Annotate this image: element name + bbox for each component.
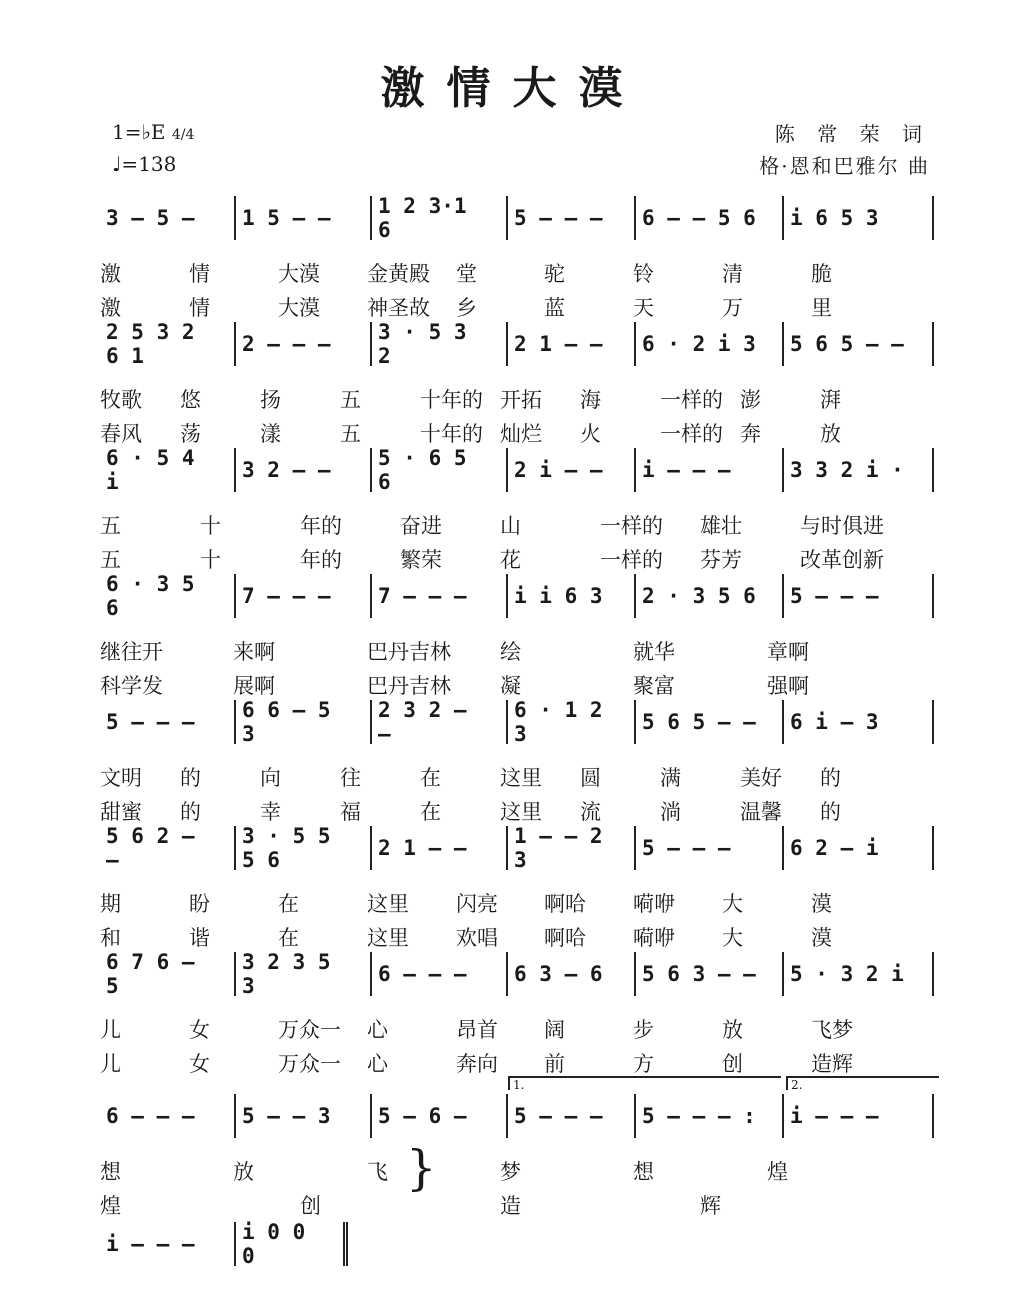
lyric-syllable: 想	[633, 1160, 654, 1184]
volta-first-ending: 1.	[508, 1076, 781, 1090]
score-system	[100, 196, 940, 324]
lyric-syllable: 谐	[189, 926, 210, 950]
lyric-syllable: 文明	[100, 766, 142, 790]
measure: 6 · 3 5 6	[100, 574, 236, 618]
lyric-syllable: 十	[200, 514, 221, 538]
lyric-syllable: 前	[544, 1052, 565, 1076]
lyric-syllable: 章啊	[767, 640, 809, 664]
measure-row	[100, 952, 940, 996]
lyric-syllable: 澎	[740, 388, 761, 412]
lyric-syllable: 放	[820, 422, 841, 446]
lyric-syllable: 在	[420, 800, 441, 824]
measure: 6 · 2 i 3	[636, 322, 784, 366]
lyric-syllable: 芬芳	[700, 548, 742, 572]
lyric-syllable: 情	[189, 296, 210, 320]
lyric-syllable: 改革创新	[800, 548, 884, 572]
lyric-syllable: 铃	[633, 262, 654, 286]
lyric-line-2	[100, 1190, 940, 1222]
lyric-syllable: 这里	[367, 892, 409, 916]
measure: i i 6 3	[508, 574, 636, 618]
lyric-syllable: 来啊	[233, 640, 275, 664]
lyric-syllable: 科学发	[100, 674, 163, 698]
score-system	[100, 448, 940, 576]
lyric-syllable: 大	[722, 892, 743, 916]
lyric-syllable: 脆	[811, 262, 832, 286]
measure: 5 – 6 –	[372, 1094, 508, 1138]
lyric-syllable: 满	[660, 766, 681, 790]
score-system	[100, 952, 940, 1080]
lyric-syllable: 漾	[260, 422, 281, 446]
measure: 5 6 5 – –	[636, 700, 784, 744]
lyric-syllable: 辉	[700, 1194, 721, 1218]
measure: 5 6 2 – –	[100, 826, 236, 870]
lyric-syllable: 的	[180, 766, 201, 790]
measure: 6 3 – 6	[508, 952, 636, 996]
measure: 6 – – 5 6	[636, 196, 784, 240]
lyric-line-1	[100, 1014, 940, 1046]
measure: 6 7 6 – 5	[100, 952, 236, 996]
lyric-syllable: 向	[260, 766, 281, 790]
lyric-syllable: 一样的	[660, 422, 723, 446]
measure: 3 · 5 5 5 6	[236, 826, 372, 870]
lyric-syllable: 花	[500, 548, 521, 572]
measure: 5 – – – :	[636, 1094, 784, 1138]
lyric-syllable: 漠	[811, 926, 832, 950]
lyric-syllable: 福	[340, 800, 361, 824]
lyric-line-1	[100, 510, 940, 542]
lyric-syllable: 情	[189, 262, 210, 286]
score-system	[100, 322, 940, 450]
lyric-syllable: 奔向	[456, 1052, 498, 1076]
measure: 6 · 5 4 i	[100, 448, 236, 492]
lyric-syllable: 创	[722, 1052, 743, 1076]
lyric-syllable: 灿烂	[500, 422, 542, 446]
lyric-syllable: 心	[367, 1018, 388, 1042]
lyric-syllable: 里	[811, 296, 832, 320]
lyric-syllable: 万众一	[278, 1052, 341, 1076]
lyric-syllable: 神圣故	[367, 296, 430, 320]
lyric-line-2	[100, 292, 940, 324]
lyric-syllable: 巴丹吉林	[367, 674, 451, 698]
lyric-syllable: 盼	[189, 892, 210, 916]
lyric-syllable: 十	[200, 548, 221, 572]
lyric-syllable: 一样的	[600, 548, 663, 572]
lyric-syllable: 万	[722, 296, 743, 320]
lyric-syllable: 绘	[500, 640, 521, 664]
lyric-syllable: 十年的	[420, 422, 483, 446]
measure: 2 1 – –	[508, 322, 636, 366]
measure: 3 2 – –	[236, 448, 372, 492]
lyric-syllable: 这里	[500, 766, 542, 790]
lyric-syllable: 放	[722, 1018, 743, 1042]
measure-row	[100, 574, 940, 618]
lyric-syllable: 五	[100, 548, 121, 572]
lyric-syllable: 与时俱进	[800, 514, 884, 538]
lyric-syllable: 牧歌	[100, 388, 142, 412]
lyric-syllable: 强啊	[767, 674, 809, 698]
measure-row	[100, 322, 940, 366]
measure: 5 – – –	[784, 574, 934, 618]
measure: 5 6 5 – –	[784, 322, 934, 366]
lyric-syllable: 和	[100, 926, 121, 950]
measure: 5 – – –	[508, 196, 636, 240]
measure: i 6 5 3	[784, 196, 934, 240]
lyric-syllable: 想	[100, 1160, 121, 1184]
lyric-syllable: 悠	[180, 388, 201, 412]
lyric-syllable: 大漠	[278, 262, 320, 286]
score-system	[100, 574, 940, 702]
lyric-syllable: 的	[820, 800, 841, 824]
lyric-syllable: 在	[420, 766, 441, 790]
lyric-syllable: 淌	[660, 800, 681, 824]
measure-row	[100, 196, 940, 240]
lyric-syllable: 啊哈	[544, 892, 586, 916]
lyric-line-1	[100, 762, 940, 794]
lyric-syllable: 大	[722, 926, 743, 950]
lyric-syllable: 天	[633, 296, 654, 320]
lyric-syllable: 煌	[767, 1160, 788, 1184]
lyric-syllable: 五	[340, 388, 361, 412]
lyric-syllable: 飞	[367, 1160, 388, 1184]
lyric-syllable: 甜蜜	[100, 800, 142, 824]
lyric-syllable: 方	[633, 1052, 654, 1076]
measure: 6 2 – i	[784, 826, 934, 870]
measure: 6 – – –	[100, 1094, 236, 1138]
measure: 3 – 5 –	[100, 196, 236, 240]
lyric-syllable: 一样的	[660, 388, 723, 412]
lyric-syllable: 心	[367, 1052, 388, 1076]
lyric-syllable: 乡	[456, 296, 477, 320]
measure: 5 – – 3	[236, 1094, 372, 1138]
lyric-syllable: 煌	[100, 1194, 121, 1218]
measure: 5 6 3 – –	[636, 952, 784, 996]
measure: 2 1 – –	[372, 826, 508, 870]
lyric-syllable: 的	[180, 800, 201, 824]
lyric-syllable: 女	[189, 1018, 210, 1042]
volta-second-ending: 2.	[786, 1076, 939, 1090]
score-system	[100, 1078, 940, 1222]
lyric-syllable: 一样的	[600, 514, 663, 538]
lyric-line-2	[100, 544, 940, 576]
time-signature: 4/4	[171, 127, 195, 143]
lyric-line-2	[100, 418, 940, 450]
lyric-syllable: 放	[233, 1160, 254, 1184]
lyric-brace: }	[406, 1140, 437, 1196]
measure: 1 – – 2 3	[508, 826, 636, 870]
lyric-syllable: 的	[820, 766, 841, 790]
measure-row	[100, 1222, 940, 1266]
measure: 1 2 3·1 6	[372, 196, 508, 240]
measure: 2 5 3 2 6 1	[100, 322, 236, 366]
measure: i – – –	[784, 1094, 934, 1138]
lyric-syllable: 海	[580, 388, 601, 412]
lyric-syllable: 嗬咿	[633, 926, 675, 950]
lyric-syllable: 荡	[180, 422, 201, 446]
lyric-syllable: 湃	[820, 388, 841, 412]
lyric-syllable: 圆	[580, 766, 601, 790]
lyric-syllable: 凝	[500, 674, 521, 698]
lyric-syllable: 十年的	[420, 388, 483, 412]
measure: 5 – – –	[100, 700, 236, 744]
measure-row	[100, 1094, 940, 1138]
lyric-syllable: 温馨	[740, 800, 782, 824]
lyric-syllable: 闪亮	[456, 892, 498, 916]
measure: 5 – – –	[508, 1094, 636, 1138]
score-system	[100, 700, 940, 828]
lyric-syllable: 幸	[260, 800, 281, 824]
lyric-syllable: 漠	[811, 892, 832, 916]
lyric-syllable: 造辉	[811, 1052, 853, 1076]
lyric-syllable: 山	[500, 514, 521, 538]
score-system	[100, 1222, 940, 1266]
lyric-syllable: 堂	[456, 262, 477, 286]
lyric-syllable: 步	[633, 1018, 654, 1042]
measure: 5 · 3 2 i	[784, 952, 934, 996]
measure: 6 i – 3	[784, 700, 934, 744]
measure: 3 · 5 3 2	[372, 322, 508, 366]
lyric-syllable: 儿	[100, 1052, 121, 1076]
lyric-syllable: 展啊	[233, 674, 275, 698]
lyric-syllable: 奔	[740, 422, 761, 446]
lyric-syllable: 五	[340, 422, 361, 446]
lyric-line-1	[100, 258, 940, 290]
lyric-syllable: 年的	[300, 514, 342, 538]
lyric-syllable: 期	[100, 892, 121, 916]
lyric-syllable: 创	[300, 1194, 321, 1218]
measure: 3 2 3 5 3	[236, 952, 372, 996]
measure: 5 · 6 5 6	[372, 448, 508, 492]
lyric-syllable: 嗬咿	[633, 892, 675, 916]
lyric-line-1	[100, 636, 940, 668]
lyric-syllable: 蓝	[544, 296, 565, 320]
lyric-syllable: 这里	[367, 926, 409, 950]
measure: 1 5 – –	[236, 196, 372, 240]
lyric-syllable: 造	[500, 1194, 521, 1218]
measure: i – – –	[636, 448, 784, 492]
measure: 3 3 2 i ·	[784, 448, 934, 492]
lyric-syllable: 女	[189, 1052, 210, 1076]
score-system	[100, 826, 940, 954]
measure: i – – –	[100, 1222, 236, 1266]
lyric-syllable: 就华	[633, 640, 675, 664]
lyric-syllable: 美好	[740, 766, 782, 790]
lyricist-credit: 陈 常 荣 词	[774, 122, 930, 146]
lyric-line-1	[100, 384, 940, 416]
lyric-syllable: 昂首	[456, 1018, 498, 1042]
lyric-syllable: 这里	[500, 800, 542, 824]
measure: 2 i – –	[508, 448, 636, 492]
lyric-syllable: 在	[278, 926, 299, 950]
lyric-syllable: 啊哈	[544, 926, 586, 950]
lyric-syllable: 金黄殿	[367, 262, 430, 286]
lyric-syllable: 年的	[300, 548, 342, 572]
measure-row	[100, 700, 940, 744]
lyric-syllable: 万众一	[278, 1018, 341, 1042]
lyric-syllable: 欢唱	[456, 926, 498, 950]
lyric-syllable: 开拓	[500, 388, 542, 412]
measure: 2 · 3 5 6	[636, 574, 784, 618]
measure-row	[100, 448, 940, 492]
tempo-marking: ♩=138	[112, 152, 177, 176]
measure: 6 6 – 5 3	[236, 700, 372, 744]
measure: 7 – – –	[236, 574, 372, 618]
lyric-syllable: 大漠	[278, 296, 320, 320]
lyric-syllable: 春风	[100, 422, 142, 446]
measure-row	[100, 826, 940, 870]
lyric-syllable: 驼	[544, 262, 565, 286]
key-signature: 1=♭E	[112, 120, 166, 144]
lyric-syllable: 聚富	[633, 674, 675, 698]
lyric-syllable: 清	[722, 262, 743, 286]
lyric-syllable: 在	[278, 892, 299, 916]
measure: 7 – – –	[372, 574, 508, 618]
lyric-syllable: 五	[100, 514, 121, 538]
lyric-syllable: 儿	[100, 1018, 121, 1042]
measure: 2 – – –	[236, 322, 372, 366]
lyric-syllable: 繁荣	[400, 548, 442, 572]
measure: 2 3 2 – –	[372, 700, 508, 744]
lyric-syllable: 流	[580, 800, 601, 824]
lyric-syllable: 飞梦	[811, 1018, 853, 1042]
lyric-syllable: 梦	[500, 1160, 521, 1184]
lyric-syllable: 雄壮	[700, 514, 742, 538]
song-title: 激情大漠	[380, 63, 645, 114]
lyric-syllable: 继往开	[100, 640, 163, 664]
lyric-syllable: 奋进	[400, 514, 442, 538]
lyric-line-1	[100, 888, 940, 920]
lyric-syllable: 巴丹吉林	[367, 640, 451, 664]
lyric-syllable: 火	[580, 422, 601, 446]
lyric-syllable: 阔	[544, 1018, 565, 1042]
measure: 6 – – –	[372, 952, 508, 996]
lyric-syllable: 扬	[260, 388, 281, 412]
lyric-syllable: 激	[100, 262, 121, 286]
measure: 5 – – –	[636, 826, 784, 870]
lyric-line-2	[100, 922, 940, 954]
composer-credit: 格·恩和巴雅尔 曲	[759, 154, 930, 178]
lyric-line-1	[100, 1156, 940, 1188]
lyric-syllable: 激	[100, 296, 121, 320]
measure: i 0 0 0	[236, 1222, 348, 1266]
measure: 6 · 1 2 3	[508, 700, 636, 744]
lyric-syllable: 往	[340, 766, 361, 790]
